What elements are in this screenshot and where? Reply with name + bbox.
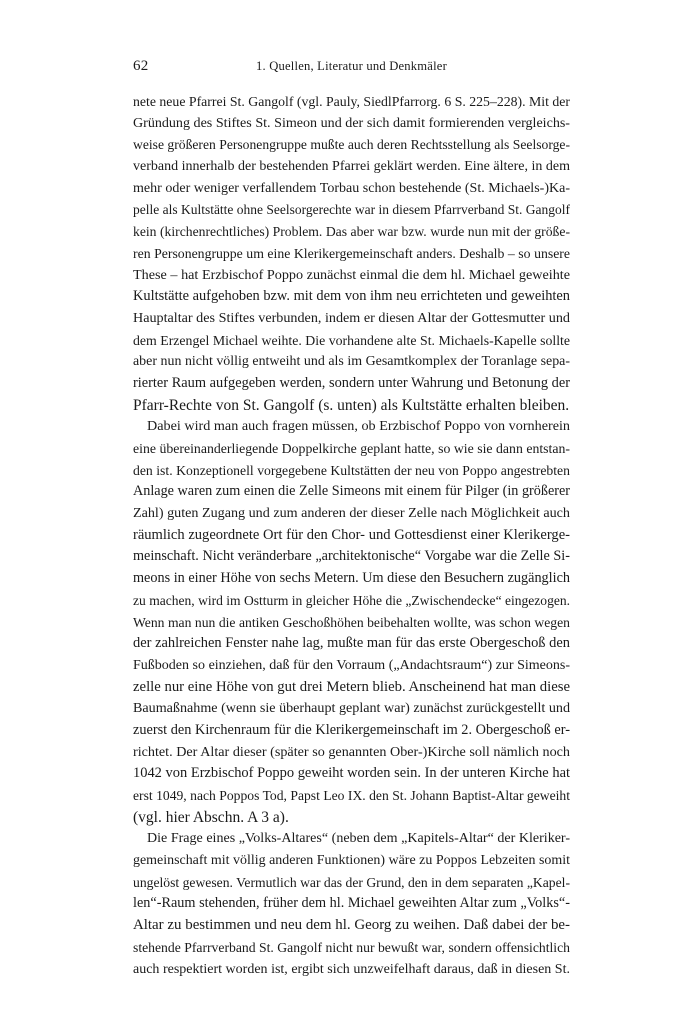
- text-line: zelle nur eine Höhe von gut drei Metern blieb. Anscheinend hat man diese: [133, 678, 570, 695]
- text-line: kein (kirchenrechtliches) Problem. Das aber war bzw. wurde nun mit der größe-: [133, 224, 570, 240]
- text-line: 1042 von Erzbischof Poppo geweiht worden sein. In der unteren Kirche hat: [133, 765, 570, 782]
- text-line: erst 1049, nach Poppos Tod, Papst Leo IX. den St. Johann Baptist-Altar geweiht: [133, 788, 570, 803]
- text-line: Hauptaltar des Stiftes verbunden, indem er diesen Altar der Gottesmutter und: [133, 309, 570, 326]
- text-line: Die Frage eines „Volks-Altares“ (neben dem „Kapitels-Altar“ der Kleriker-: [147, 830, 570, 847]
- text-line: zuerst den Kirchenraum für die Klerikergemeinschaft im 2. Obergeschoß er-: [133, 721, 570, 738]
- text-line: richtet. Der Altar dieser (später so genannten Ober-)Kirche soll nämlich noch: [133, 743, 570, 760]
- text-line: der zahlreichen Fenster nahe lag, mußte man für das erste Obergeschoß den: [133, 635, 570, 652]
- text-line: zu machen, wird im Ostturm in gleicher Höhe die „Zwischendecke“ eingezogen.: [133, 592, 570, 608]
- text-line: Pfarr-Rechte von St. Gangolf (s. unten) als Kultstätte erhalten bleiben.: [133, 396, 570, 414]
- text-line: Fußboden so einziehen, daß für den Vorraum („Andachtsraum“) zur Simeons-: [133, 657, 570, 673]
- text-line: rierter Raum aufgegeben werden, sondern unter Wahrung und Betonung der: [133, 374, 570, 391]
- text-line: ungelöst gewesen. Vermutlich war das der Grund, den in dem separaten „Kapel-: [133, 874, 570, 890]
- text-line: Altar zu bestimmen und neu dem hl. Georg zu weihen. Daß dabei der be-: [133, 917, 570, 934]
- text-line: stehende Pfarrverband St. Gangolf nicht nur bewußt war, sondern offensichtlich: [133, 939, 570, 955]
- text-line: gemeinschaft mit völlig anderen Funktionen) wäre zu Poppos Lebzeiten somit: [133, 853, 570, 869]
- text-line: aber nun nicht völlig entweiht und als im Gesamtkomplex der Toranlage sepa-: [133, 354, 570, 370]
- text-line: Baumaßnahme (wenn sie überhaupt geplant war) zunächst zurückgestellt und: [133, 700, 570, 717]
- text-line: weise größeren Personengruppe mußte auch deren Rechtsstellung als Seelsorge-: [133, 137, 570, 153]
- text-line: mehr oder weniger verfallendem Torbau schon bestehende (St. Michaels-)Ka-: [133, 180, 570, 196]
- text-line: Gründung des Stiftes St. Simeon und der sich damit formierenden vergleichs-: [133, 114, 570, 131]
- text-line: Kultstätte aufgehoben bzw. mit dem von ihm neu errichteten und geweihten: [133, 288, 570, 305]
- text-line: dem Erzengel Michael weihte. Die vorhandene alte St. Michaels-Kapelle sollte: [133, 332, 570, 348]
- text-line: räumlich zugeordnete Ort für den Chor- und Gottesdienst einer Klerikerge-: [133, 526, 570, 543]
- running-head: [133, 58, 570, 80]
- text-line: Zahl) guten Zugang und zum anderen der dieser Zelle nach Möglichkeit auch: [133, 505, 570, 522]
- text-line: These – hat Erzbischof Poppo zunächst einmal die dem hl. Michael geweihte: [133, 266, 570, 283]
- text-line: auch respektiert worden ist, ergibt sich unzweifelhaft daraus, daß in diesen St.: [133, 961, 570, 977]
- text-line: verband innerhalb der bestehenden Pfarrei geklärt werden. Eine ältere, in dem: [133, 159, 570, 175]
- body-text: [133, 91, 570, 980]
- text-line: eine übereinanderliegende Doppelkirche geplant hatte, so wie sie dann entstan-: [133, 441, 570, 456]
- text-line: Anlage waren zum einen die Zelle Simeons mit einem für Pilger (in größerer: [133, 483, 570, 500]
- text-line: nete neue Pfarrei St. Gangolf (vgl. Pauly, SiedlPfarrorg. 6 S. 225–228). Mit der: [133, 94, 570, 109]
- text-line: Dabei wird man auch fragen müssen, ob Erzbischof Poppo von vornherein: [147, 418, 570, 435]
- text-line: meinschaft. Nicht veränderbare „architektonische“ Vorgabe war die Zelle Si-: [133, 548, 570, 565]
- text-line: len“-Raum stehenden, früher dem hl. Michael geweihten Altar zum „Volks“-: [133, 895, 570, 912]
- text-line: pelle als Kultstätte ohne Seelsorgerechte war in diesem Pfarrverband St. Gangolf: [133, 202, 570, 218]
- text-line: Wenn man nun die antiken Geschoßhöhen beibehalten wollte, was schon wegen: [133, 614, 570, 630]
- text-line: ren Personengruppe um eine Klerikergemeinschaft anders. Deshalb – so unsere: [133, 245, 570, 261]
- running-head-title: 1. Quellen, Literatur und Denkmäler: [256, 59, 447, 73]
- text-line: den ist. Konzeptionell vorgegebene Kultstätten der neu von Poppo angestrebten: [133, 462, 570, 478]
- page-number: 62: [133, 58, 149, 74]
- text-line: meons in einer Höhe von sechs Metern. Um diese den Besuchern zugänglich: [133, 570, 570, 587]
- text-line: (vgl. hier Abschn. A 3 a).: [133, 808, 289, 826]
